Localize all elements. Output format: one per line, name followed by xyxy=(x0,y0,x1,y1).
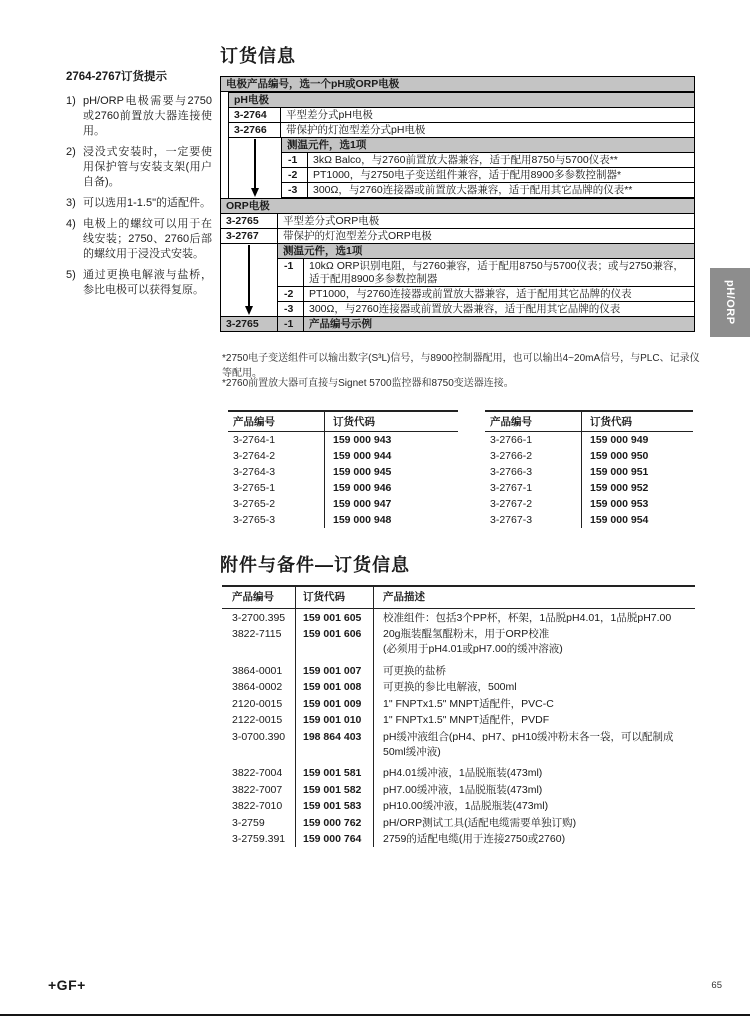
order-code: 159 000 943 xyxy=(333,434,392,446)
example-number: 3-2765 xyxy=(221,317,278,331)
note-number: 2) xyxy=(66,146,76,158)
desc-line: 2759的适配电缆(用于连接2750或2760) xyxy=(383,833,566,845)
product-desc xyxy=(374,798,695,815)
option-code: -1 xyxy=(282,153,308,167)
desc-line: (必须用于pH4.01或pH7.00的缓冲溶液) xyxy=(383,643,563,655)
order-code: 159 000 945 xyxy=(333,466,392,478)
orp-group-header: ORP电极 xyxy=(220,198,695,214)
example-row xyxy=(220,316,695,332)
table-row xyxy=(485,496,693,512)
note-number: 5) xyxy=(66,269,76,281)
product-desc: 带保护的灯泡型差分式ORP电极 xyxy=(283,229,432,242)
product-number: 3822-7115 xyxy=(222,626,296,663)
ordering-notes xyxy=(66,70,212,304)
option-desc: 10kΩ ORP识别电阻，与2760兼容，适于配用8750与5700仪表；或与2750兼容，适于配用8900多参数控制器 xyxy=(309,260,684,285)
section-title-accessories: 附件与备件—订货信息 xyxy=(220,555,410,575)
table-header-row xyxy=(222,585,695,609)
order-code-table-right xyxy=(485,410,693,528)
nested-options xyxy=(281,137,695,198)
down-arrow-icon xyxy=(254,139,256,189)
nested-options xyxy=(277,243,695,317)
product-desc xyxy=(374,781,695,798)
ph-section xyxy=(228,92,695,198)
order-code: 159 000 952 xyxy=(590,482,649,494)
column-header-product: 产品编号 xyxy=(228,412,325,431)
order-code: 159 000 948 xyxy=(333,514,392,526)
page-bottom-rule xyxy=(0,1014,750,1016)
desc-line: pH7.00缓冲液，1品脱瓶装(473ml) xyxy=(383,783,543,796)
order-code: 159 001 582 xyxy=(296,781,374,798)
product-number: 3822-7007 xyxy=(222,781,296,798)
note-number: 3) xyxy=(66,197,76,209)
product-number: 2120-0015 xyxy=(222,695,296,712)
product-number: 3-2764-2 xyxy=(228,448,325,464)
product-desc xyxy=(374,814,695,831)
option-code: -2 xyxy=(278,287,304,301)
orp-temp-sensor-block xyxy=(220,243,695,317)
option-desc: PT1000，与2750电子变送组件兼容，适于配用8900多参数控制器* xyxy=(313,168,622,181)
ph-temp-sensor-block xyxy=(228,137,695,198)
column-header-code: 订货代码 xyxy=(296,587,374,608)
product-number: 3-2765 xyxy=(221,214,278,228)
ph-group-header: pH电极 xyxy=(228,92,695,108)
column-header-product: 产品编号 xyxy=(485,412,582,431)
desc-line: 可更换的参比电解液，500ml xyxy=(383,681,517,693)
option-code: -2 xyxy=(282,168,308,182)
product-number: 3-2765-1 xyxy=(228,480,325,496)
product-desc xyxy=(374,831,695,848)
product-number: 3-2765-3 xyxy=(228,512,325,528)
note-text: pH/ORP电极需要与2750或2760前置放大器连接使用。 xyxy=(83,95,212,137)
table-row xyxy=(222,626,695,663)
desc-line: pH4.01缓冲液，1品脱瓶装(473ml) xyxy=(383,767,543,779)
note-text: 通过更换电解液与盐桥，参比电极可以获得复原。 xyxy=(83,269,212,296)
table-row xyxy=(277,286,695,302)
product-number: 3822-7010 xyxy=(222,798,296,815)
table-row xyxy=(220,228,695,244)
footnote: *2750电子变送组件可以输出数字(S³L)信号，与8900控制器配用，也可以输出4~20mA信号，与PLC、记录仪等配用。 xyxy=(222,353,700,379)
table-row xyxy=(277,301,695,317)
table-row xyxy=(485,448,693,464)
product-number: 3-2767-2 xyxy=(485,496,582,512)
note-item xyxy=(66,268,212,298)
column-header-code: 订货代码 xyxy=(590,416,632,428)
page-number: 65 xyxy=(711,980,722,991)
note-number: 4) xyxy=(66,218,76,230)
order-code: 159 000 953 xyxy=(590,498,649,510)
order-code: 159 000 947 xyxy=(333,498,392,510)
desc-line: pH10.00缓冲液，1品脱瓶装(473ml) xyxy=(383,800,549,812)
product-number: 3-2766-3 xyxy=(485,464,582,480)
table-row xyxy=(228,432,458,448)
table-row xyxy=(228,480,458,496)
product-desc: 带保护的灯泡型差分式pH电极 xyxy=(286,123,426,136)
note-text: 浸没式安装时，一定要使用保护管与安装支架(用户自备)。 xyxy=(83,146,212,188)
temp-sensor-header: 测温元件，选1项 xyxy=(281,137,695,153)
table-row xyxy=(222,679,695,696)
table-row xyxy=(222,814,695,831)
order-code: 159 000 944 xyxy=(333,450,392,462)
desc-line: pH缓冲液组合(pH4、pH7、pH10缓冲粉末各一袋，可以配制成 xyxy=(383,730,674,743)
desc-line: 可更换的盐桥 xyxy=(383,664,446,677)
arrow-cell xyxy=(228,137,281,198)
note-number: 1) xyxy=(66,95,76,107)
order-code: 159 000 949 xyxy=(590,434,649,446)
product-number: 3-2759.391 xyxy=(222,831,296,848)
product-number: 2122-0015 xyxy=(222,712,296,729)
product-number: 3822-7004 xyxy=(222,765,296,782)
product-number: 3-2764-3 xyxy=(228,464,325,480)
product-desc: 平型差分式ORP电极 xyxy=(283,214,380,227)
order-code: 198 864 403 xyxy=(296,728,374,765)
electrode-table-header: 电极产品编号，选一个pH或ORP电极 xyxy=(220,76,695,92)
order-code-table-left xyxy=(228,410,458,528)
order-code: 159 001 583 xyxy=(296,798,374,815)
product-number: 3-2767-3 xyxy=(485,512,582,528)
product-number: 3-2767-1 xyxy=(485,480,582,496)
table-row xyxy=(228,122,695,138)
note-item xyxy=(66,196,212,211)
table-row xyxy=(228,464,458,480)
product-desc xyxy=(374,728,695,765)
order-code: 159 000 950 xyxy=(590,450,649,462)
order-code: 159 000 951 xyxy=(590,466,649,478)
column-header-product: 产品编号 xyxy=(222,587,296,608)
note-item xyxy=(66,94,212,139)
table-row xyxy=(228,107,695,123)
table-row xyxy=(222,781,695,798)
option-desc: 300Ω，与2760连接器或前置放大器兼容，适于配用其它品牌的仪表 xyxy=(309,302,621,315)
orp-section xyxy=(220,198,695,332)
product-number: 3-2765-2 xyxy=(228,496,325,512)
table-row xyxy=(228,496,458,512)
product-number: 3-2700.395 xyxy=(222,609,296,626)
arrow-cell xyxy=(220,243,277,317)
order-code: 159 001 605 xyxy=(296,609,374,626)
order-code: 159 001 007 xyxy=(296,662,374,679)
desc-line: 1" FNPTx1.5" MNPT适配件，PVC-C xyxy=(383,697,554,710)
temp-sensor-header: 测温元件，选1项 xyxy=(277,243,695,259)
order-code: 159 000 762 xyxy=(296,814,374,831)
table-row xyxy=(228,448,458,464)
product-desc xyxy=(374,679,695,696)
table-row xyxy=(281,167,695,183)
table-row xyxy=(228,512,458,528)
product-number: 3-2766-1 xyxy=(485,432,582,448)
product-number: 3-2764 xyxy=(229,108,281,122)
order-code: 159 001 606 xyxy=(296,626,374,663)
accessories-table xyxy=(222,585,695,847)
order-code: 159 000 954 xyxy=(590,514,649,526)
table-row xyxy=(222,695,695,712)
table-row xyxy=(222,609,695,626)
product-number: 3-0700.390 xyxy=(222,728,296,765)
note-item xyxy=(66,217,212,262)
product-desc xyxy=(374,695,695,712)
note-item xyxy=(66,145,212,190)
product-desc xyxy=(374,626,695,663)
option-desc: PT1000，与2760连接器或前置放大器兼容，适于配用其它品牌的仪表 xyxy=(309,287,632,300)
table-row xyxy=(222,662,695,679)
product-number: 3864-0002 xyxy=(222,679,296,696)
option-code: -3 xyxy=(278,302,304,316)
order-code: 159 001 008 xyxy=(296,679,374,696)
table-row xyxy=(485,480,693,496)
notes-title: 2764-2767订货提示 xyxy=(66,71,167,83)
option-code: -3 xyxy=(282,183,308,197)
table-row xyxy=(222,831,695,848)
table-row xyxy=(485,464,693,480)
option-desc: 3kΩ Balco，与2760前置放大器兼容，适于配用8750与5700仪表** xyxy=(313,153,618,166)
product-desc xyxy=(374,609,695,626)
order-code: 159 001 010 xyxy=(296,712,374,729)
desc-line: 20g瓶装醌氢醌粉末，用于ORP校准 xyxy=(383,628,550,640)
desc-line: 50ml缓冲液) xyxy=(383,745,441,758)
table-row xyxy=(222,765,695,782)
table-row xyxy=(222,712,695,729)
example-label: 产品编号示例 xyxy=(309,317,372,330)
product-desc xyxy=(374,662,695,679)
gf-logo: +GF+ xyxy=(48,977,86,993)
order-code: 159 001 009 xyxy=(296,695,374,712)
column-header-code: 订货代码 xyxy=(333,416,375,428)
option-code: -1 xyxy=(278,259,304,286)
section-title-ordering: 订货信息 xyxy=(220,46,296,66)
order-code: 159 000 946 xyxy=(333,482,392,494)
chapter-side-tab: pH/ORP xyxy=(710,268,750,337)
desc-line: pH/ORP测试工具(适配电缆需要单独订购) xyxy=(383,816,577,829)
table-row xyxy=(281,182,695,198)
order-code: 159 001 581 xyxy=(296,765,374,782)
product-number: 3-2766-2 xyxy=(485,448,582,464)
electrode-order-table xyxy=(220,76,695,332)
note-text: 可以选用1-1.5"的适配件。 xyxy=(83,197,211,209)
table-row xyxy=(485,432,693,448)
table-row xyxy=(220,213,695,229)
product-number: 3-2767 xyxy=(221,229,278,243)
table-header-row xyxy=(228,410,458,432)
example-option: -1 xyxy=(278,317,304,331)
product-number: 3-2759 xyxy=(222,814,296,831)
table-row xyxy=(485,512,693,528)
table-row xyxy=(222,798,695,815)
option-desc: 300Ω，与2760连接器或前置放大器兼容，适于配用其它品牌的仪表** xyxy=(313,183,633,196)
column-header-desc: 产品描述 xyxy=(383,591,425,603)
table-header-row xyxy=(485,410,693,432)
down-arrow-icon xyxy=(248,245,250,307)
note-text: 电极上的螺纹可以用于在线安装；2750、2760后部的螺纹用于浸没式安装。 xyxy=(83,218,212,260)
order-code: 159 000 764 xyxy=(296,831,374,848)
table-row xyxy=(222,728,695,765)
product-desc xyxy=(374,712,695,729)
product-number: 3-2764-1 xyxy=(228,432,325,448)
table-row xyxy=(277,258,695,287)
product-number: 3-2766 xyxy=(229,123,281,137)
desc-line: 校准组件：包括3个PP杯，杯架，1品脱pH4.01，1品脱pH7.00 xyxy=(383,611,672,624)
desc-line: 1" FNPTx1.5" MNPT适配件，PVDF xyxy=(383,714,550,726)
footnote: *2760前置放大器可直接与Signet 5700监控器和8750变送器连接。 xyxy=(222,378,514,389)
product-desc xyxy=(374,765,695,782)
product-number: 3864-0001 xyxy=(222,662,296,679)
table-row xyxy=(281,152,695,168)
product-desc: 平型差分式pH电极 xyxy=(286,108,373,121)
